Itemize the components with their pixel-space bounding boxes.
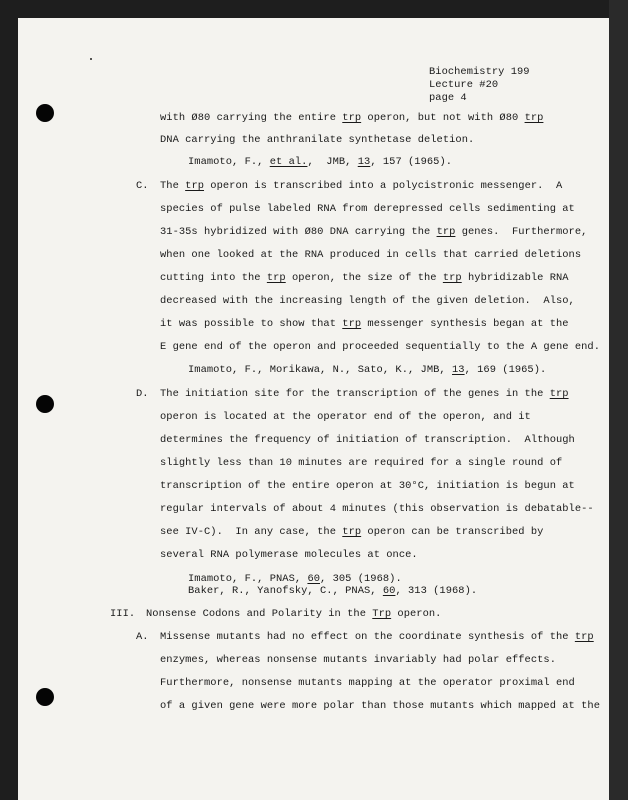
text-line: species of pulse labeled RNA from derepressed cells sedimenting at — [160, 203, 575, 215]
section-marker-iii: III. — [110, 608, 136, 620]
text-line: 31-35s hybridized with Ø80 DNA carrying the trp genes. Furthermore, — [160, 226, 588, 238]
text-line: regular intervals of about 4 minutes (this observation is debatable-- — [160, 503, 594, 515]
text-line: determines the frequency of initiation of transcription. Although — [160, 434, 575, 446]
text-line: cutting into the trp operon, the size of the trp hybridizable RNA — [160, 272, 569, 284]
binder-hole-top — [36, 104, 54, 122]
reference: Baker, R., Yanofsky, C., PNAS, 60, 313 (1968). — [188, 585, 478, 597]
course-title: Biochemistry 199 — [429, 66, 530, 78]
text-line: Furthermore, nonsense mutants mapping at the operator proximal end — [160, 677, 575, 689]
text-line: DNA carrying the anthranilate synthetase deletion. — [160, 134, 475, 146]
text-line: when one looked at the RNA produced in cells that carried deletions — [160, 249, 582, 261]
reference: Imamoto, F., et al., JMB, 13, 157 (1965). — [188, 156, 453, 168]
typed-page — [18, 18, 609, 800]
lecture-number: Lecture #20 — [429, 79, 499, 91]
reference: Imamoto, F., Morikawa, N., Sato, K., JMB, 13, 169 (1965). — [188, 364, 547, 376]
text-line: The initiation site for the transcription of the genes in the trp — [160, 388, 569, 400]
paper-speck — [90, 58, 92, 60]
binder-hole-middle — [36, 395, 54, 413]
text-line: transcription of the entire operon at 30°C, initiation is begun at — [160, 480, 575, 492]
section-heading: Nonsense Codons and Polarity in the Trp operon. — [146, 608, 442, 620]
reference: Imamoto, F., PNAS, 60, 305 (1968). — [188, 573, 402, 585]
text-line: of a given gene were more polar than those mutants which mapped at the — [160, 700, 600, 712]
text-line: The trp operon is transcribed into a polycistronic messenger. A — [160, 180, 563, 192]
binder-hole-bottom — [36, 688, 54, 706]
scan-border — [609, 0, 628, 800]
section-marker-a: A. — [136, 631, 149, 643]
text-line: E gene end of the operon and proceeded sequentially to the A gene end. — [160, 341, 600, 353]
section-marker-c: C. — [136, 180, 149, 192]
text-line: it was possible to show that trp messenger synthesis began at the — [160, 318, 569, 330]
text-line: see IV-C). In any case, the trp operon can be transcribed by — [160, 526, 544, 538]
text-line: enzymes, whereas nonsense mutants invariably had polar effects. — [160, 654, 556, 666]
text-line: several RNA polymerase molecules at once. — [160, 549, 418, 561]
text-line: Missense mutants had no effect on the coordinate synthesis of the trp — [160, 631, 594, 643]
text-line: with Ø80 carrying the entire trp operon, but not with Ø80 trp — [160, 112, 544, 124]
page-number: page 4 — [429, 92, 467, 104]
section-marker-d: D. — [136, 388, 149, 400]
text-line: slightly less than 10 minutes are required for a single round of — [160, 457, 563, 469]
text-line: decreased with the increasing length of the given deletion. Also, — [160, 295, 575, 307]
text-line: operon is located at the operator end of the operon, and it — [160, 411, 531, 423]
